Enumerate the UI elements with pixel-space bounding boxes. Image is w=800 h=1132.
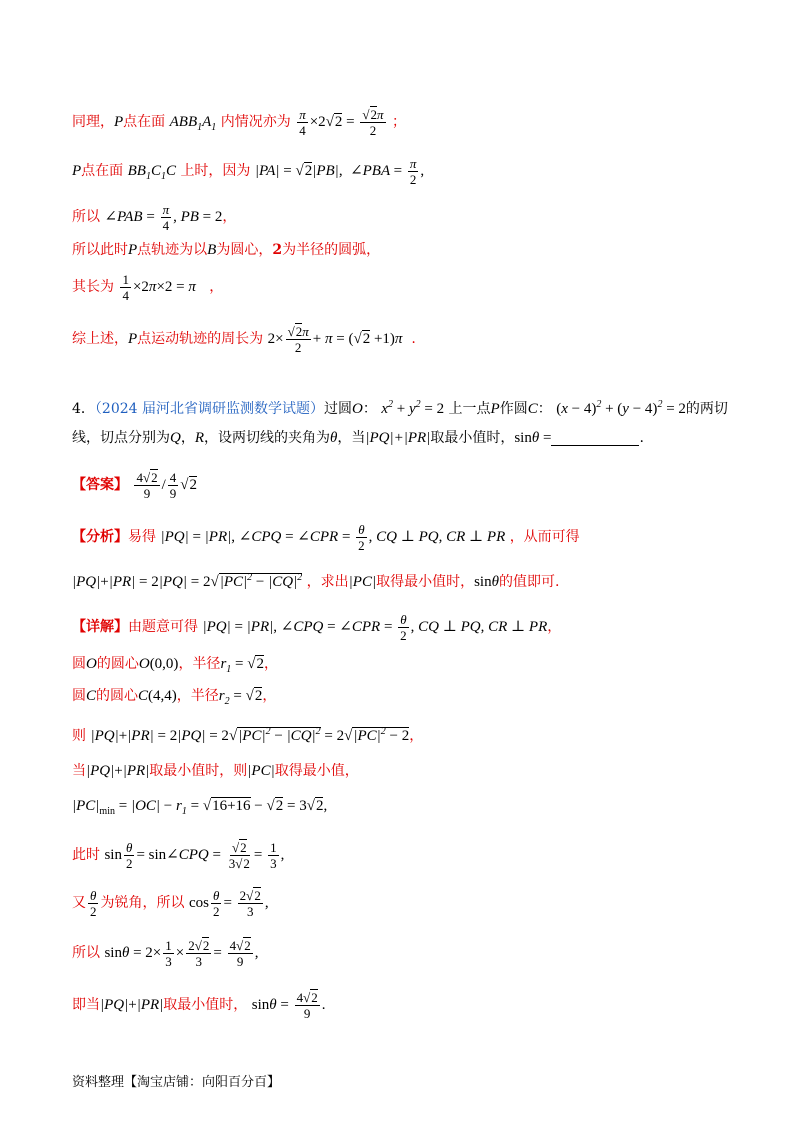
detail-line-8: 所以 sinθ = 2× $\frac{1}{3}$ × $\frac{2√2}{3}$ = $\frac{4√2}{9}$ , (72, 938, 259, 969)
math-face-bb1c1c: $BB_1C_1C$ (127, 162, 176, 182)
detail-line-9: 即当|PQ|+|PR|取最小值时， sinθ = $\frac{4√2}{9}$ . (72, 990, 326, 1021)
line-4: 所以此时P点轨迹为以B为圆心，2为半径的圆弧， (72, 242, 381, 258)
analysis-line-2: $|PQ|+|PR| = 2|PQ| = 2√|PC|^2 - |CQ|^2$ ，求出|PC|取得最小值时，sinθ的值即可. (72, 572, 560, 590)
line-1: 同理，P点在面 $ABB_1A_1$ 内情况亦为 $\frac{\pi}{4}$ ×2√2 = $\frac{√2\pi}{2}$ ； (72, 107, 406, 138)
detail-circle-c: 圆C的圆心C(4,4)，半径$r_2 = √2$， (72, 688, 277, 707)
math-detail-8: sinθ = 2× $\frac{1}{3}$ × $\frac{2√2}{3}$ = $\frac{4√2}{9}$ , (104, 938, 259, 969)
line-3: 所以 ∠PAB = $\frac{\pi}{4}$ , PB = 2， (72, 202, 237, 233)
math-analysis-2: $|PQ|+|PR| = 2|PQ| = 2√|PC|^2 - |CQ|^2$ (72, 572, 303, 590)
math-detail-6: sin $\frac{\theta}{2}$ = sin∠CPQ = $\frac{√2}{3√2}$ = $\frac{1}{3}$ , (104, 840, 285, 871)
detail-line-4: 当|PQ|+|PR|取最小值时，则|PC|取得最小值， (72, 763, 359, 779)
detail-line-3: 则 $|PQ|+|PR| = 2|PQ| = 2√|PC|^2 - |CQ|^2 = 2√|PC|^2 - 2$， (72, 726, 424, 744)
detail-line-6: 此时 sin $\frac{\theta}{2}$ = sin∠CPQ = $\frac{√2}{3√2}$ = $\frac{1}{3}$ , (72, 840, 285, 871)
math-expr-5: $\frac{1}{4}$ ×2π×2 = π (122, 272, 196, 303)
line-2: P点在面 $BB_1C_1C$ 上时，因为 |PA| = √2|PB|, ∠PBA = $\frac{\pi}{2}$ , (72, 156, 425, 187)
math-expr-2: |PA| = √2|PB|, ∠PBA = $\frac{\pi}{2}$ , (254, 156, 425, 187)
math-circle-o: $x^2 + y^2 = 2$ (381, 399, 445, 417)
math-detail-1: |PQ| = |PR|, ∠CPQ = ∠CPR = $\frac{\theta}{2}$ , CQ ⊥ PQ, CR ⊥ PR (202, 612, 548, 643)
math-analysis-1: |PQ| = |PR|, ∠CPQ = ∠CPR = $\frac{\theta}{2}$ , CQ ⊥ PQ, CR ⊥ PR (160, 522, 506, 553)
detail-line-7: 又 $\frac{\theta}{2}$ 为锐角，所以 cos $\frac{\theta}{2}$ = $\frac{2√2}{3}$ , (72, 888, 269, 919)
math-detail-9: sinθ = $\frac{4√2}{9}$ . (251, 990, 326, 1021)
math-expr-6: 2× $\frac{√2\pi}{2}$ + π = (√2 +1)π (267, 324, 403, 355)
math-detail-5: $|PC|_{min} = |OC| - r_1 = √16+16 - √2 = 3√2$, (72, 798, 328, 817)
analysis-line-1: 【分析】易得 |PQ| = |PR|, ∠CPQ = ∠CPR = $\frac{\theta}{2}$ , CQ ⊥ PQ, CR ⊥ PR ，从而可得 (72, 522, 580, 553)
math-detail-7: cos $\frac{\theta}{2}$ = $\frac{2√2}{3}$ , (188, 888, 269, 919)
math-detail-3: $|PQ|+|PR| = 2|PQ| = 2√|PC|^2 - |CQ|^2 = 2√|PC|^2 - 2$ (90, 726, 410, 744)
math-circle-c: $(x - 4)^2 + (y - 4)^2 = 2$ (556, 399, 686, 417)
detail-line-5 (72, 796, 740, 822)
question-4-line-2: 线，切点分别为Q，R，设两切线的夹角为θ，当|PQ|+|PR|取最小值时，sinθ = . (72, 430, 644, 446)
answer-line: 【答案】 $\frac{4√2}{9}$ / $\frac{4}{9}$ √2 (72, 470, 197, 501)
math-expr-3: ∠PAB = $\frac{\pi}{4}$ , PB = 2 (104, 202, 223, 233)
math-expr-1: $\frac{\pi}{4}$ ×2√2 = $\frac{√2\pi}{2}$ (299, 107, 384, 138)
math-answer: $\frac{4√2}{9}$ / $\frac{4}{9}$ √2 (136, 470, 197, 501)
footer-text: 资料整理【淘宝店铺：向阳百分百】 (72, 1075, 281, 1090)
detail-line-1: 【详解】由题意可得 |PQ| = |PR|, ∠CPQ = ∠CPR = $\frac{\theta}{2}$ , CQ ⊥ PQ, CR ⊥ PR， (72, 612, 562, 643)
answer-blank (551, 431, 639, 446)
line-5: 其长为 $\frac{1}{4}$ ×2π×2 = π ， (72, 272, 224, 303)
question-4-line-1: 4．（2024 届河北省调研监测数学试题）过圆O： $x^2 + y^2 = 2$ 上一点P作圆C： $(x - 4)^2 + (y - 4)^2 = 2$的两切 (72, 399, 728, 417)
detail-circle-o: 圆O的圆心O(0,0)，半径$r_1 = √2$， (72, 656, 278, 675)
math-face-abb1a1: $ABB_1A_1$ (169, 113, 217, 133)
line-6: 综上述，P点运动轨迹的周长为 2× $\frac{√2\pi}{2}$ + π = (√2 +1)π . (72, 324, 416, 355)
